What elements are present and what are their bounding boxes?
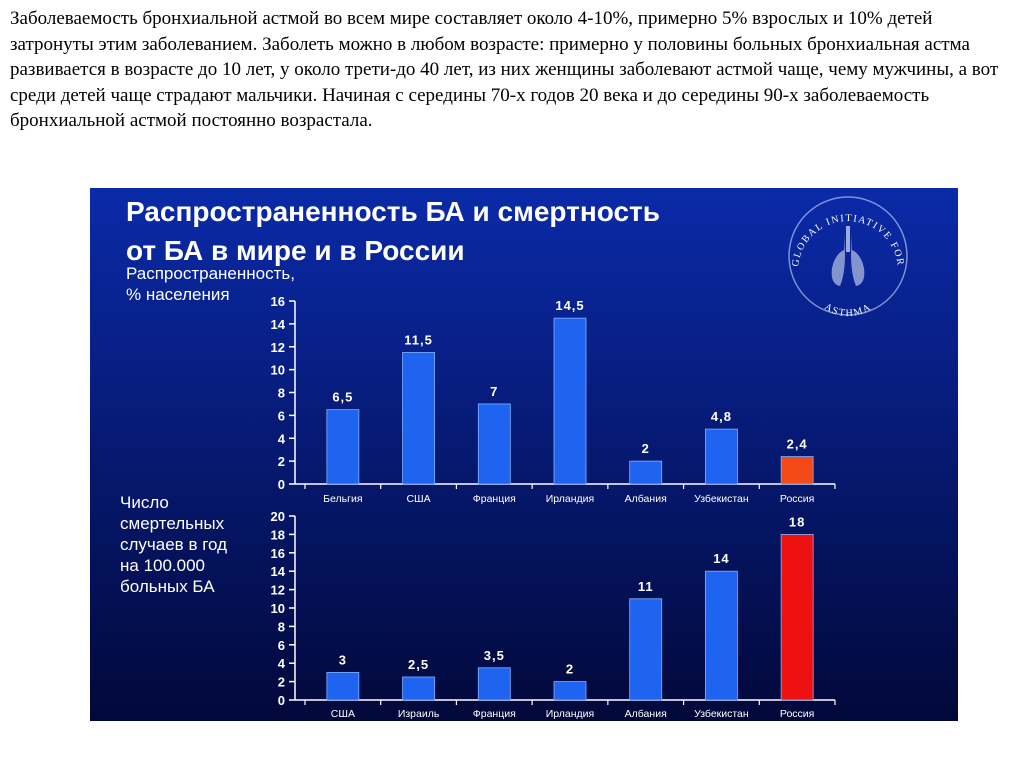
mortality-bar <box>554 682 586 700</box>
prevalence-category-label: Узбекистан <box>694 493 749 505</box>
mortality-category-label: Албания <box>624 708 667 720</box>
mortality-category-label: Узбекистан <box>694 708 749 720</box>
slide-title-line-2: от БА в мире и в России <box>126 235 465 266</box>
mortality-bar <box>327 672 359 700</box>
mortality-category-label: США <box>330 708 355 720</box>
mortality-y-tick-label: 6 <box>277 637 285 653</box>
mortality-y-tick-label: 16 <box>270 545 285 561</box>
intro-paragraph: Заболеваемость бронхиальной астмой во всем мире составляет около 4-10%, примерно 5% взрослых и 10% детей затронуты этим заболеванием. Заболеть можно в любом возрасте: примерно у половины больных бронхиальная астма развивается в возрасте до 10 лет, у около трети-до 40 лет, из них женщины заболевают астмой чаще, чему мужчины, а вот среди детей чаще страдают мальчики. Начиная с середины 70-х годов 20 века и до середины 90-х заболеваемость бронхиальной астмой постоянно возрастала. <box>10 8 999 131</box>
mortality-ylabel-line: смертельных <box>120 514 225 533</box>
prevalence-value-label: 14,5 <box>555 298 585 314</box>
mortality-bar <box>403 677 435 700</box>
mortality-y-tick-label: 12 <box>270 582 285 598</box>
prevalence-ylabel-line: % населения <box>126 285 230 304</box>
mortality-bar <box>705 571 737 700</box>
prevalence-y-tick-label: 6 <box>277 408 285 424</box>
mortality-y-tick-label: 0 <box>277 693 285 708</box>
prevalence-category-label: Ирландия <box>545 493 595 505</box>
prevalence-bar <box>554 318 586 484</box>
prevalence-y-tick-label: 4 <box>277 431 285 447</box>
mortality-y-tick-label: 10 <box>270 601 285 616</box>
prevalence-value-label: 2 <box>641 441 650 457</box>
prevalence-y-tick-label: 16 <box>270 294 285 309</box>
mortality-ylabel-line: Число <box>120 493 169 512</box>
mortality-bar <box>478 668 510 700</box>
logo-text-top: GLOBAL INITIATIVE FOR <box>790 212 906 268</box>
prevalence-category-label: Бельгия <box>323 493 363 505</box>
mortality-bar <box>781 534 813 700</box>
mortality-category-label: Россия <box>779 708 815 720</box>
prevalence-y-tick-label: 10 <box>270 362 285 378</box>
prevalence-value-label: 4,8 <box>710 409 732 425</box>
mortality-ylabel-line: случаев в год <box>120 535 228 554</box>
prevalence-bar <box>403 352 435 484</box>
mortality-value-label: 3,5 <box>483 647 505 663</box>
mortality-y-tick-label: 8 <box>277 619 285 635</box>
mortality-y-tick-label: 20 <box>270 509 285 524</box>
prevalence-bar <box>705 429 737 484</box>
prevalence-value-label: 11,5 <box>404 332 433 348</box>
slide-svg <box>90 188 958 721</box>
mortality-value-label: 2,5 <box>408 657 430 672</box>
prevalence-value-label: 7 <box>490 383 499 399</box>
prevalence-bar <box>478 404 510 484</box>
mortality-value-label: 14 <box>713 551 730 567</box>
mortality-ylabel-line: на 100.000 <box>120 556 206 575</box>
prevalence-y-tick-label: 14 <box>270 316 285 332</box>
prevalence-value-label: 2,4 <box>786 436 808 452</box>
mortality-y-tick-label: 18 <box>270 527 285 543</box>
prevalence-y-tick-label: 2 <box>277 454 285 470</box>
mortality-y-tick-label: 2 <box>277 674 285 690</box>
prevalence-y-tick-label: 12 <box>270 339 285 355</box>
prevalence-ylabel-line: Распространенность, <box>126 264 295 283</box>
prevalence-y-tick-label: 0 <box>277 477 285 492</box>
prevalence-y-tick-label: 8 <box>277 385 285 401</box>
prevalence-bar <box>781 457 813 484</box>
prevalence-bar <box>630 461 662 484</box>
mortality-y-tick-label: 14 <box>270 564 285 580</box>
prevalence-category-label: Россия <box>779 493 815 505</box>
mortality-value-label: 18 <box>788 514 806 530</box>
prevalence-bar <box>327 410 359 484</box>
prevalence-value-label: 6,5 <box>332 389 354 405</box>
prevalence-category-label: США <box>406 493 431 505</box>
mortality-y-tick-label: 4 <box>277 656 285 672</box>
logo-text-bottom: ASTHMA <box>822 301 874 320</box>
mortality-category-label: Франция <box>472 708 516 720</box>
mortality-category-label: Израиль <box>397 708 440 720</box>
prevalence-category-label: Франция <box>472 493 516 505</box>
mortality-value-label: 2 <box>565 661 575 677</box>
mortality-bar <box>630 599 662 700</box>
prevalence-category-label: Албания <box>624 493 667 505</box>
mortality-value-label: 3 <box>338 652 347 668</box>
chart-slide <box>90 188 958 721</box>
mortality-value-label: 11 <box>637 578 654 594</box>
slide-title-line-1: Распространенность БА и смертность <box>126 196 660 227</box>
mortality-category-label: Ирландия <box>545 708 595 720</box>
mortality-ylabel-line: больных БА <box>120 577 215 596</box>
